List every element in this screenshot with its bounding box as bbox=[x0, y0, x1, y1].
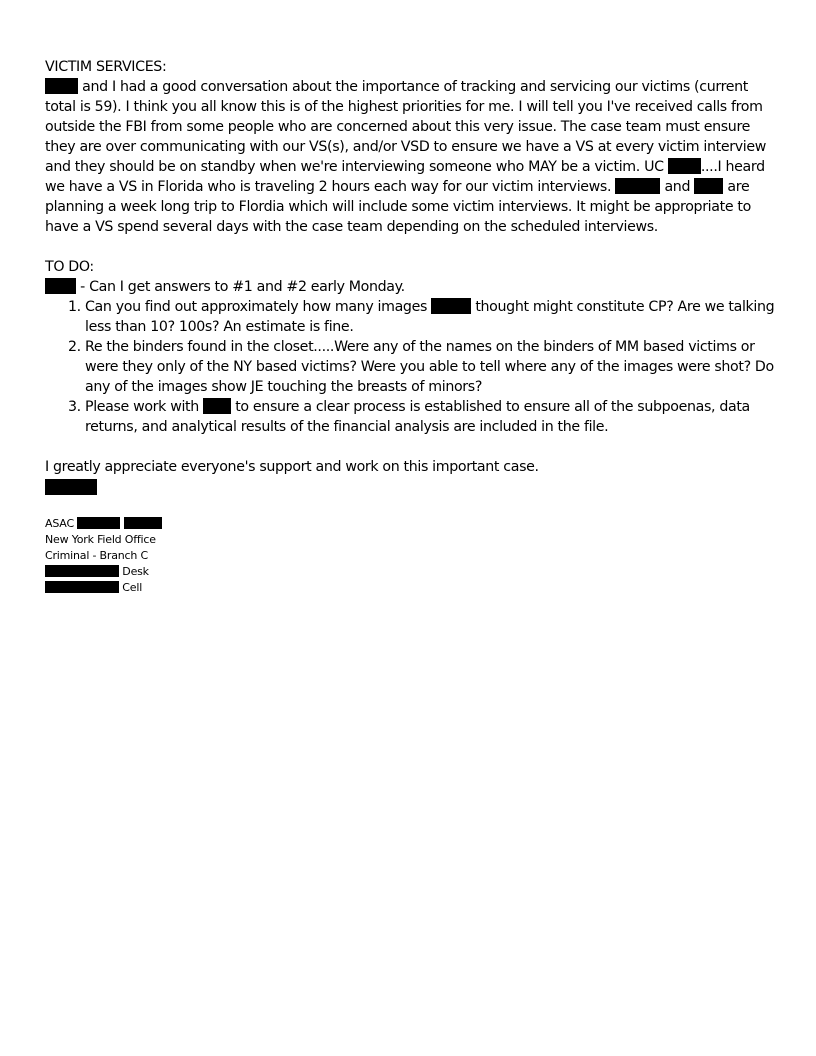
todo-heading: TO DO: bbox=[45, 259, 94, 275]
paragraph-spacer bbox=[45, 437, 775, 457]
todo-item-2 bbox=[85, 337, 775, 397]
redaction-block bbox=[77, 517, 120, 529]
redaction-block bbox=[203, 398, 231, 414]
redaction-block bbox=[45, 278, 76, 294]
signature-desk-line bbox=[45, 564, 162, 580]
todo-item-2-text: Re the binders found in the closet.....Were any of the names on the binders of MM based victims or were they only of the NY based victims? Were you able to tell where any of the images were shot? Do any of the images show JE touching the breasts of minors? bbox=[85, 339, 774, 395]
signature-title-line bbox=[45, 516, 162, 532]
todo-item-1-text-b: thought might constitute CP? Are we talking less than 10? 100s? An estimate is fine. bbox=[85, 299, 775, 335]
cell-label: Cell bbox=[122, 581, 143, 594]
victim-services-heading: VICTIM SERVICES: bbox=[45, 59, 167, 75]
victim-services-text-4: are planning a week long trip to Flordia which will include some victim interviews. It might be appropriate to have a VS spend several days with the case team depending on the scheduled interviews. bbox=[45, 179, 751, 235]
todo-item-1 bbox=[85, 297, 775, 337]
redaction-block bbox=[431, 298, 471, 314]
desk-label: Desk bbox=[122, 565, 149, 578]
closing-line: I greatly appreciate everyone's support and work on this important case. bbox=[45, 459, 539, 475]
victim-services-text-1: and I had a good conversation about the importance of tracking and servicing our victims (current total is 59). I think you all know this is of the highest priorities for me. I will tell you I've received calls from outside the FBI from some people who are concerned about this very issue. The case team must ensure they are over communicating with our VS(s), and/or VSD to ensure we have a VS at every victim interview and they should be on standby when we're interviewing someone who MAY be a victim. UC bbox=[45, 79, 767, 175]
paragraph-spacer bbox=[45, 237, 775, 257]
signature-block bbox=[45, 516, 162, 596]
todo-item-1-text-a: Can you find out approximately how many images bbox=[85, 299, 432, 315]
signature-name-redaction bbox=[45, 479, 97, 495]
signature-office: New York Field Office bbox=[45, 533, 156, 546]
redaction-block bbox=[694, 178, 723, 194]
redaction-block bbox=[124, 517, 162, 529]
redaction-block bbox=[615, 178, 660, 194]
victim-services-text-3: and bbox=[660, 179, 695, 195]
todo-list bbox=[45, 297, 775, 437]
signature-branch: Criminal - Branch C bbox=[45, 549, 148, 562]
signature-title: ASAC bbox=[45, 517, 74, 530]
todo-item-3-text-b: to ensure a clear process is established to ensure all of the subpoenas, data returns, and analytical results of the financial analysis are included in the file. bbox=[85, 399, 750, 435]
todo-intro bbox=[45, 277, 775, 297]
todo-intro-text: - Can I get answers to #1 and #2 early Monday. bbox=[76, 279, 405, 295]
signature-cell-line bbox=[45, 580, 162, 596]
redaction-block bbox=[45, 565, 119, 577]
victim-services-text-2: ....I heard we have a VS in Florida who is traveling 2 hours each way for our victim interviews. bbox=[45, 159, 765, 195]
email-body bbox=[45, 57, 775, 477]
victim-services-paragraph bbox=[45, 77, 775, 237]
redaction-block bbox=[668, 158, 701, 174]
todo-item-3-text-a: Please work with bbox=[85, 399, 204, 415]
redaction-block bbox=[45, 78, 78, 94]
todo-item-3 bbox=[85, 397, 775, 437]
redaction-block bbox=[45, 581, 119, 593]
